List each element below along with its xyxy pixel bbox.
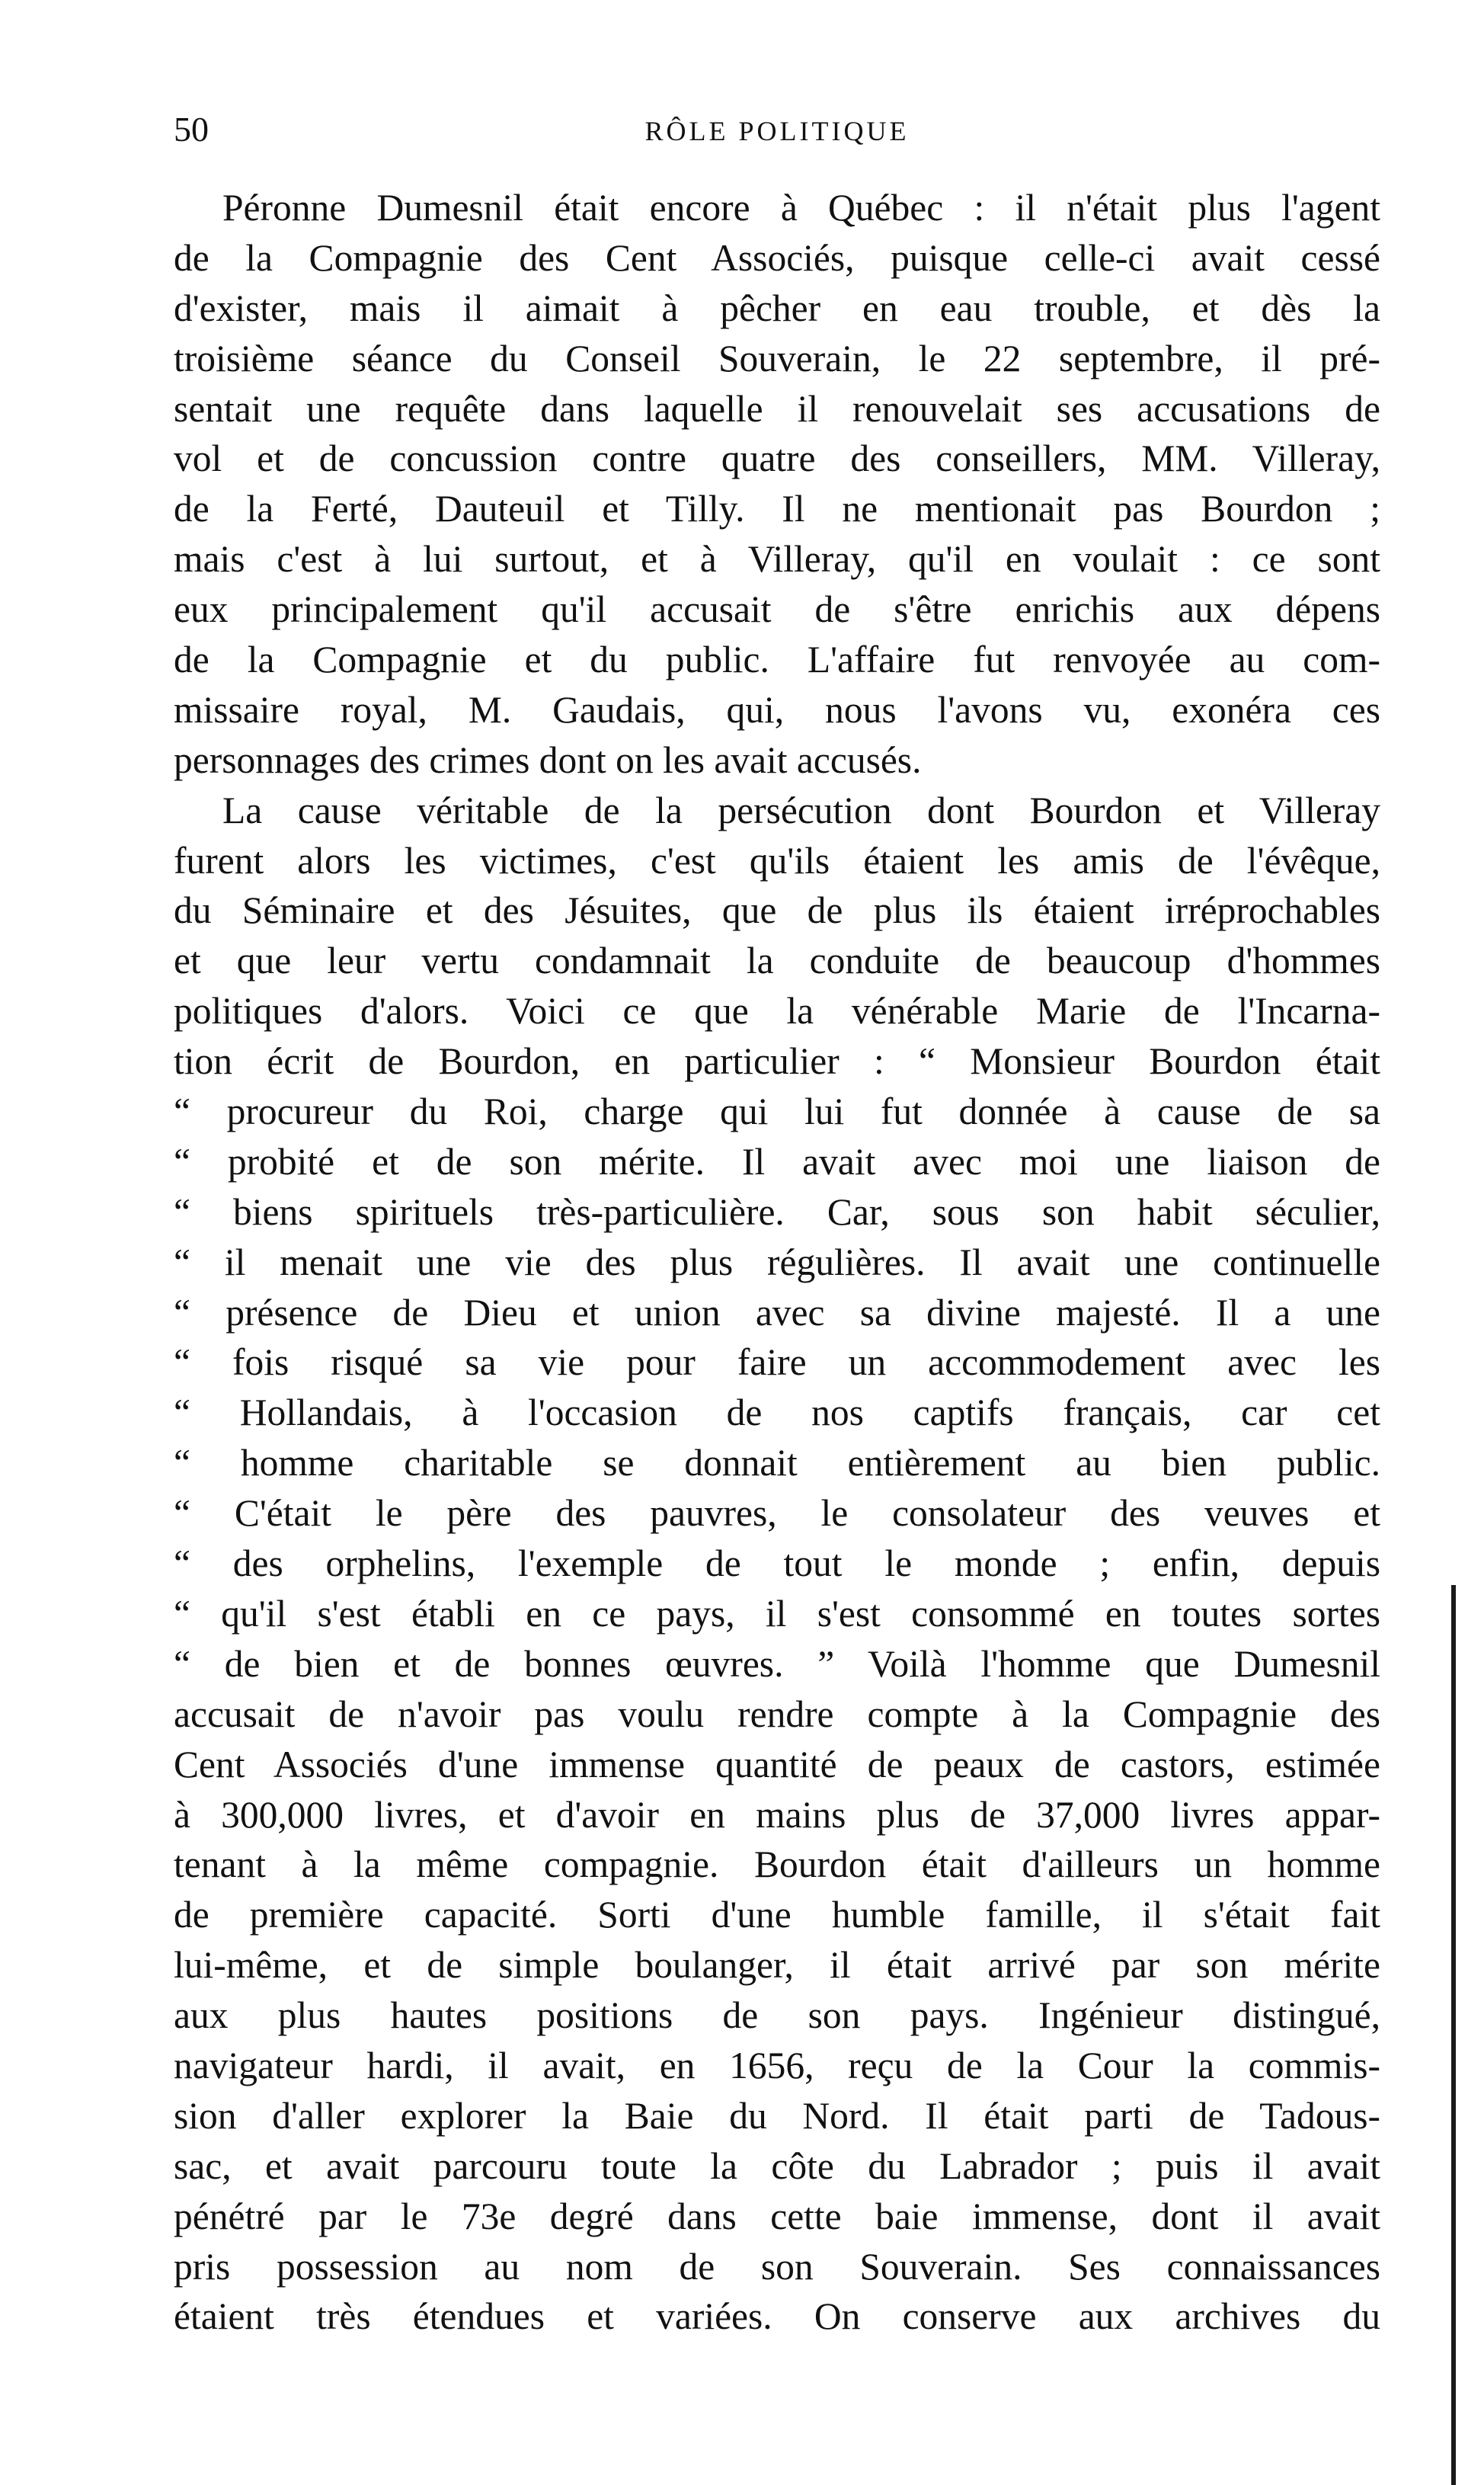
text-line: vol et de concussion contre quatre des conseillers, MM. Villeray, (174, 437, 1380, 480)
text-line: Péronne Dumesnil était encore à Québec : il n'était plus l'agent (222, 187, 1380, 229)
text-line: La cause véritable de la persécution dont Bourdon et Villeray (222, 789, 1380, 831)
page-header (174, 107, 1380, 160)
text-line: mais c'est à lui surtout, et à Villeray, qu'il en voulait : ce sont (174, 538, 1380, 581)
text-line: eux principalement qu'il accusait de s'être enrichis aux dépens (174, 588, 1380, 631)
text-line: “ C'était le père des pauvres, le consolateur des veuves et (174, 1492, 1380, 1535)
text-line: “ probité et de son mérite. Il avait avec moi une liaison de (174, 1140, 1380, 1183)
text-line: de la Compagnie des Cent Associés, puisque celle-ci avait cessé (174, 236, 1380, 279)
text-line: sac, et avait parcouru toute la côte du Labrador ; puis il avait (174, 2144, 1380, 2187)
text-line: tion écrit de Bourdon, en particulier : “ Monsieur Bourdon était (174, 1040, 1380, 1083)
text-line: “ présence de Dieu et union avec sa divine majesté. Il a une (174, 1291, 1380, 1334)
text-line: furent alors les victimes, c'est qu'ils étaient les amis de l'évêque, (174, 839, 1380, 882)
text-line: “ de bien et de bonnes œuvres. ” Voilà l'homme que Dumesnil (174, 1642, 1380, 1685)
text-line: sion d'aller explorer la Baie du Nord. Il était parti de Tadous- (174, 2094, 1380, 2137)
text-line: accusait de n'avoir pas voulu rendre compte à la Compagnie des (174, 1692, 1380, 1735)
text-line: “ biens spirituels très-particulière. Car, sous son habit séculier, (174, 1190, 1380, 1233)
text-line: lui-même, et de simple boulanger, il était arrivé par son mérite (174, 1944, 1380, 1987)
running-title: RÔLE POLITIQUE (644, 116, 910, 146)
text-line: “ il menait une vie des plus régulières. Il avait une continuelle (174, 1241, 1380, 1283)
text-line: “ fois risqué sa vie pour faire un accommodement avec les (174, 1341, 1380, 1384)
text-line: “ qu'il s'est établi en ce pays, il s'est consommé en toutes sortes (174, 1592, 1380, 1635)
text-line: étaient très étendues et variées. On conserve aux archives du (174, 2295, 1380, 2338)
text-line: “ procureur du Roi, charge qui lui fut donnée à cause de sa (174, 1090, 1380, 1133)
text-line: pris possession au nom de son Souverain. Ses connaissances (174, 2245, 1380, 2288)
text-line: aux plus hautes positions de son pays. Ingénieur distingué, (174, 1994, 1380, 2037)
page-number: 50 (174, 110, 209, 149)
text-line: d'exister, mais il aimait à pêcher en eau trouble, et dès la (174, 287, 1380, 329)
text-line: et que leur vertu condamnait la conduite de beaucoup d'hommes (174, 940, 1380, 982)
text-line: troisième séance du Conseil Souverain, le 22 septembre, il pré- (174, 337, 1380, 379)
page-edge-rule (1451, 1585, 1456, 2485)
text-line: du Séminaire et des Jésuites, que de plus ils étaient irréprochables (174, 889, 1380, 932)
text-line: missaire royal, M. Gaudais, qui, nous l'avons vu, exonéra ces (174, 688, 1380, 731)
text-line: Cent Associés d'une immense quantité de peaux de castors, estimée (174, 1743, 1380, 1785)
text-line: “ des orphelins, l'exemple de tout le monde ; enfin, depuis (174, 1542, 1380, 1585)
text-line: politiques d'alors. Voici ce que la vénérable Marie de l'Incarna- (174, 990, 1380, 1033)
text-line: tenant à la même compagnie. Bourdon était d'ailleurs un homme (174, 1843, 1380, 1886)
text-line: de la Ferté, Dauteuil et Tilly. Il ne mentionait pas Bourdon ; (174, 488, 1380, 530)
text-line: à 300,000 livres, et d'avoir en mains plus de 37,000 livres appar- (174, 1793, 1380, 1836)
text-line: “ Hollandais, à l'occasion de nos captifs français, car cet (174, 1391, 1380, 1434)
body-text (174, 183, 1380, 2342)
text-line: personnages des crimes dont on les avait accusés. (174, 738, 922, 781)
text-line: “ homme charitable se donnait entièrement au bien public. (174, 1442, 1380, 1484)
text-line: pénétré par le 73e degré dans cette baie immense, dont il avait (174, 2195, 1380, 2237)
text-line: navigateur hardi, il avait, en 1656, reçu de la Cour la commis- (174, 2044, 1380, 2086)
text-line: sentait une requête dans laquelle il renouvelait ses accusations de (174, 387, 1380, 430)
text-line: de la Compagnie et du public. L'affaire fut renvoyée au com- (174, 639, 1380, 681)
text-line: de première capacité. Sorti d'une humble famille, il s'était fait (174, 1894, 1380, 1936)
